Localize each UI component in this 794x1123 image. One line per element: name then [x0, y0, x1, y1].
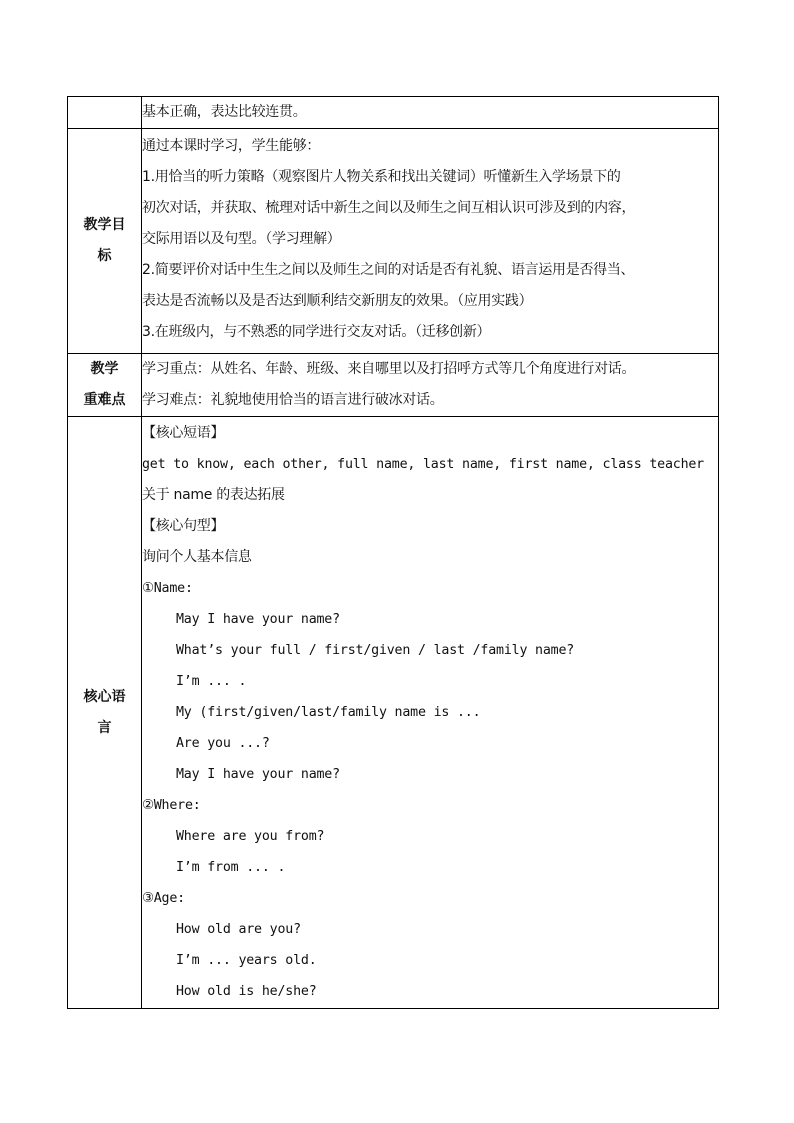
- age-sentence: How old is he/she?: [176, 984, 317, 999]
- focus-label-line-2: 重难点: [83, 392, 126, 408]
- goals-line: 2.简要评价对话中生生之间以及师生之间的对话是否有礼貌、语言运用是否得当、: [142, 262, 635, 278]
- focus-label-line-1: 教学: [90, 361, 119, 377]
- focus-key-point: 学习重点：从姓名、年龄、班级、来自哪里以及打招呼方式等几个角度进行对话。: [142, 361, 636, 377]
- intro-content-cell: [142, 97, 719, 129]
- goals-line: 3.在班级内，与不熟悉的同学进行交友对话。（迁移创新）: [142, 324, 491, 340]
- core-phrases: get to know, each other, full name, last name, first name, class teacher: [142, 457, 704, 472]
- focus-difficulty: 学习难点：礼貌地使用恰当的语言进行破冰对话。: [142, 392, 444, 408]
- focus-row: [68, 354, 719, 417]
- name-sentence: I’m ... .: [176, 674, 247, 689]
- intro-label-cell: [68, 97, 142, 129]
- sentences-intro: 询问个人基本信息: [142, 549, 252, 565]
- where-section-heading: ②Where:: [142, 798, 201, 813]
- core-language-label: [68, 417, 142, 1009]
- name-extension: 关于 name 的表达拓展: [142, 487, 285, 503]
- core-language-content-cell: [142, 417, 719, 1009]
- focus-label: [68, 354, 142, 417]
- core-language-row: [68, 417, 719, 1009]
- goals-line: 交际用语以及句型。（学习理解）: [142, 231, 341, 247]
- name-sentence: My (first/given/last/family name is ...: [176, 705, 481, 720]
- age-sentence: I’m ... years old.: [176, 953, 317, 968]
- goals-row: [68, 129, 719, 354]
- goals-line: 通过本课时学习，学生能够：: [142, 138, 321, 154]
- age-sentence: How old are you?: [176, 922, 301, 937]
- lesson-plan-table: [67, 96, 719, 1009]
- core-label-line-1: 核心语: [83, 688, 126, 705]
- intro-row: [68, 97, 719, 129]
- goals-line: 初次对话，并获取、梳理对话中新生之间以及师生之间互相认识可涉及到的内容，: [142, 200, 636, 216]
- sentences-heading: 【核心句型】: [142, 518, 225, 534]
- core-label-line-2: 言: [97, 719, 112, 736]
- name-sentence: May I have your name?: [176, 767, 340, 782]
- goals-label-line-1: 教学目: [83, 217, 126, 233]
- phrases-heading: 【核心短语】: [142, 425, 225, 441]
- name-sentence: What’s your full / first/given / last /family name?: [176, 643, 575, 658]
- where-sentence: I’m from ... .: [176, 860, 286, 875]
- intro-text: 基本正确，表达比较连贯。: [142, 104, 307, 120]
- age-section-heading: ③Age:: [142, 891, 185, 906]
- goals-label-line-2: 标: [97, 248, 112, 264]
- goals-line: 表达是否流畅以及是否达到顺利结交新朋友的效果。（应用实践）: [142, 293, 533, 309]
- name-section-heading: ①Name:: [142, 581, 193, 596]
- name-sentence: Are you ...?: [176, 736, 270, 751]
- where-sentence: Where are you from?: [176, 829, 325, 844]
- focus-content-cell: [142, 354, 719, 417]
- goals-content-cell: [142, 129, 719, 354]
- name-sentence: May I have your name?: [176, 612, 340, 627]
- goals-label: [68, 129, 142, 354]
- goals-line: 1.用恰当的听力策略（观察图片人物关系和找出关键词）听懂新生入学场景下的: [142, 169, 621, 185]
